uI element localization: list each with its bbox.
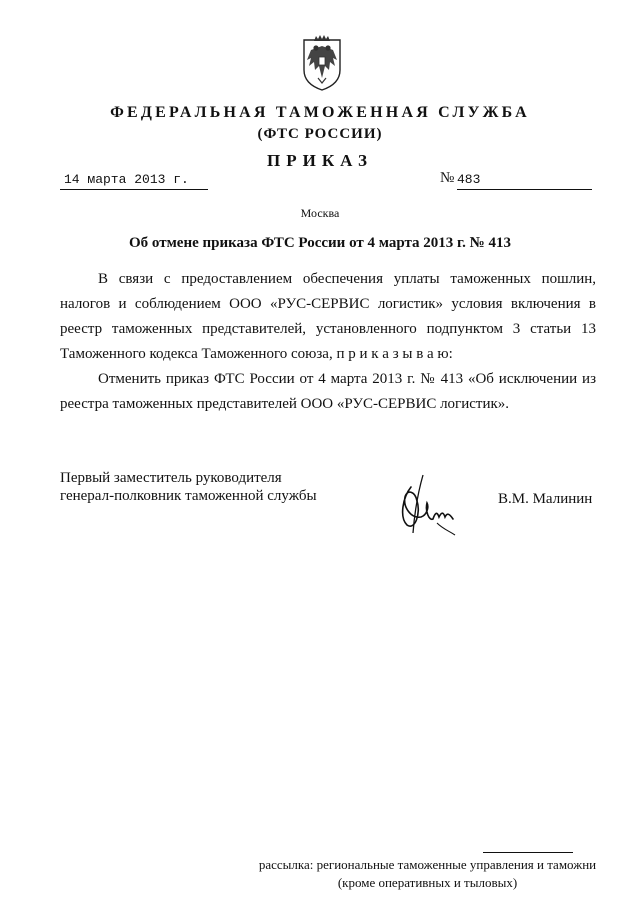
agency-name: ФЕДЕРАЛЬНАЯ ТАМОЖЕННАЯ СЛУЖБА bbox=[110, 104, 530, 121]
document-type: ПРИКАЗ bbox=[267, 151, 373, 170]
order-date-value: 14 марта 2013 г. bbox=[64, 172, 189, 187]
signatory-position bbox=[60, 469, 317, 505]
agency-short-name: (ФТС РОССИИ) bbox=[257, 126, 383, 142]
body-paragraph-1: В связи с предоставлением обеспечения уплаты таможенных пошлин, налогов и соблюдением ООО «РУС-СЕРВИС логистик» условия включения в реестр таможенных представителей, установленного подпунктом 3 статьи 13 Таможенного кодекса Таможенного союза, п р и к а з ы в а ю: bbox=[60, 271, 596, 362]
mailing-line-2: (кроме оперативных и тыловых) bbox=[337, 875, 518, 890]
signatory-position-line-2: генерал-полковник таможенной службы bbox=[60, 488, 317, 504]
order-number-value: 483 bbox=[457, 172, 481, 187]
mailing-list bbox=[255, 856, 600, 892]
order-number-label: № bbox=[440, 170, 455, 186]
document-title: Об отмене приказа ФТС России от 4 марта 2013 г. № 413 bbox=[129, 235, 511, 251]
order-date bbox=[60, 172, 208, 190]
mailing-line-1: рассылка: региональные таможенные управления и таможни bbox=[258, 857, 597, 872]
coat-of-arms-emblem bbox=[301, 34, 343, 92]
signatory-name: В.М. Малинин bbox=[498, 491, 593, 507]
document-body bbox=[60, 267, 596, 417]
mailing-divider bbox=[483, 852, 573, 853]
city: Москва bbox=[300, 206, 340, 220]
handwritten-signature bbox=[393, 473, 463, 539]
body-paragraph-2: Отменить приказ ФТС России от 4 марта 2013 г. № 413 «Об исключении из реестра таможенных представителей ООО «РУС-СЕРВИС логистик». bbox=[60, 371, 596, 412]
signatory-position-line-1: Первый заместитель руководителя bbox=[60, 470, 282, 486]
order-number bbox=[457, 172, 592, 190]
